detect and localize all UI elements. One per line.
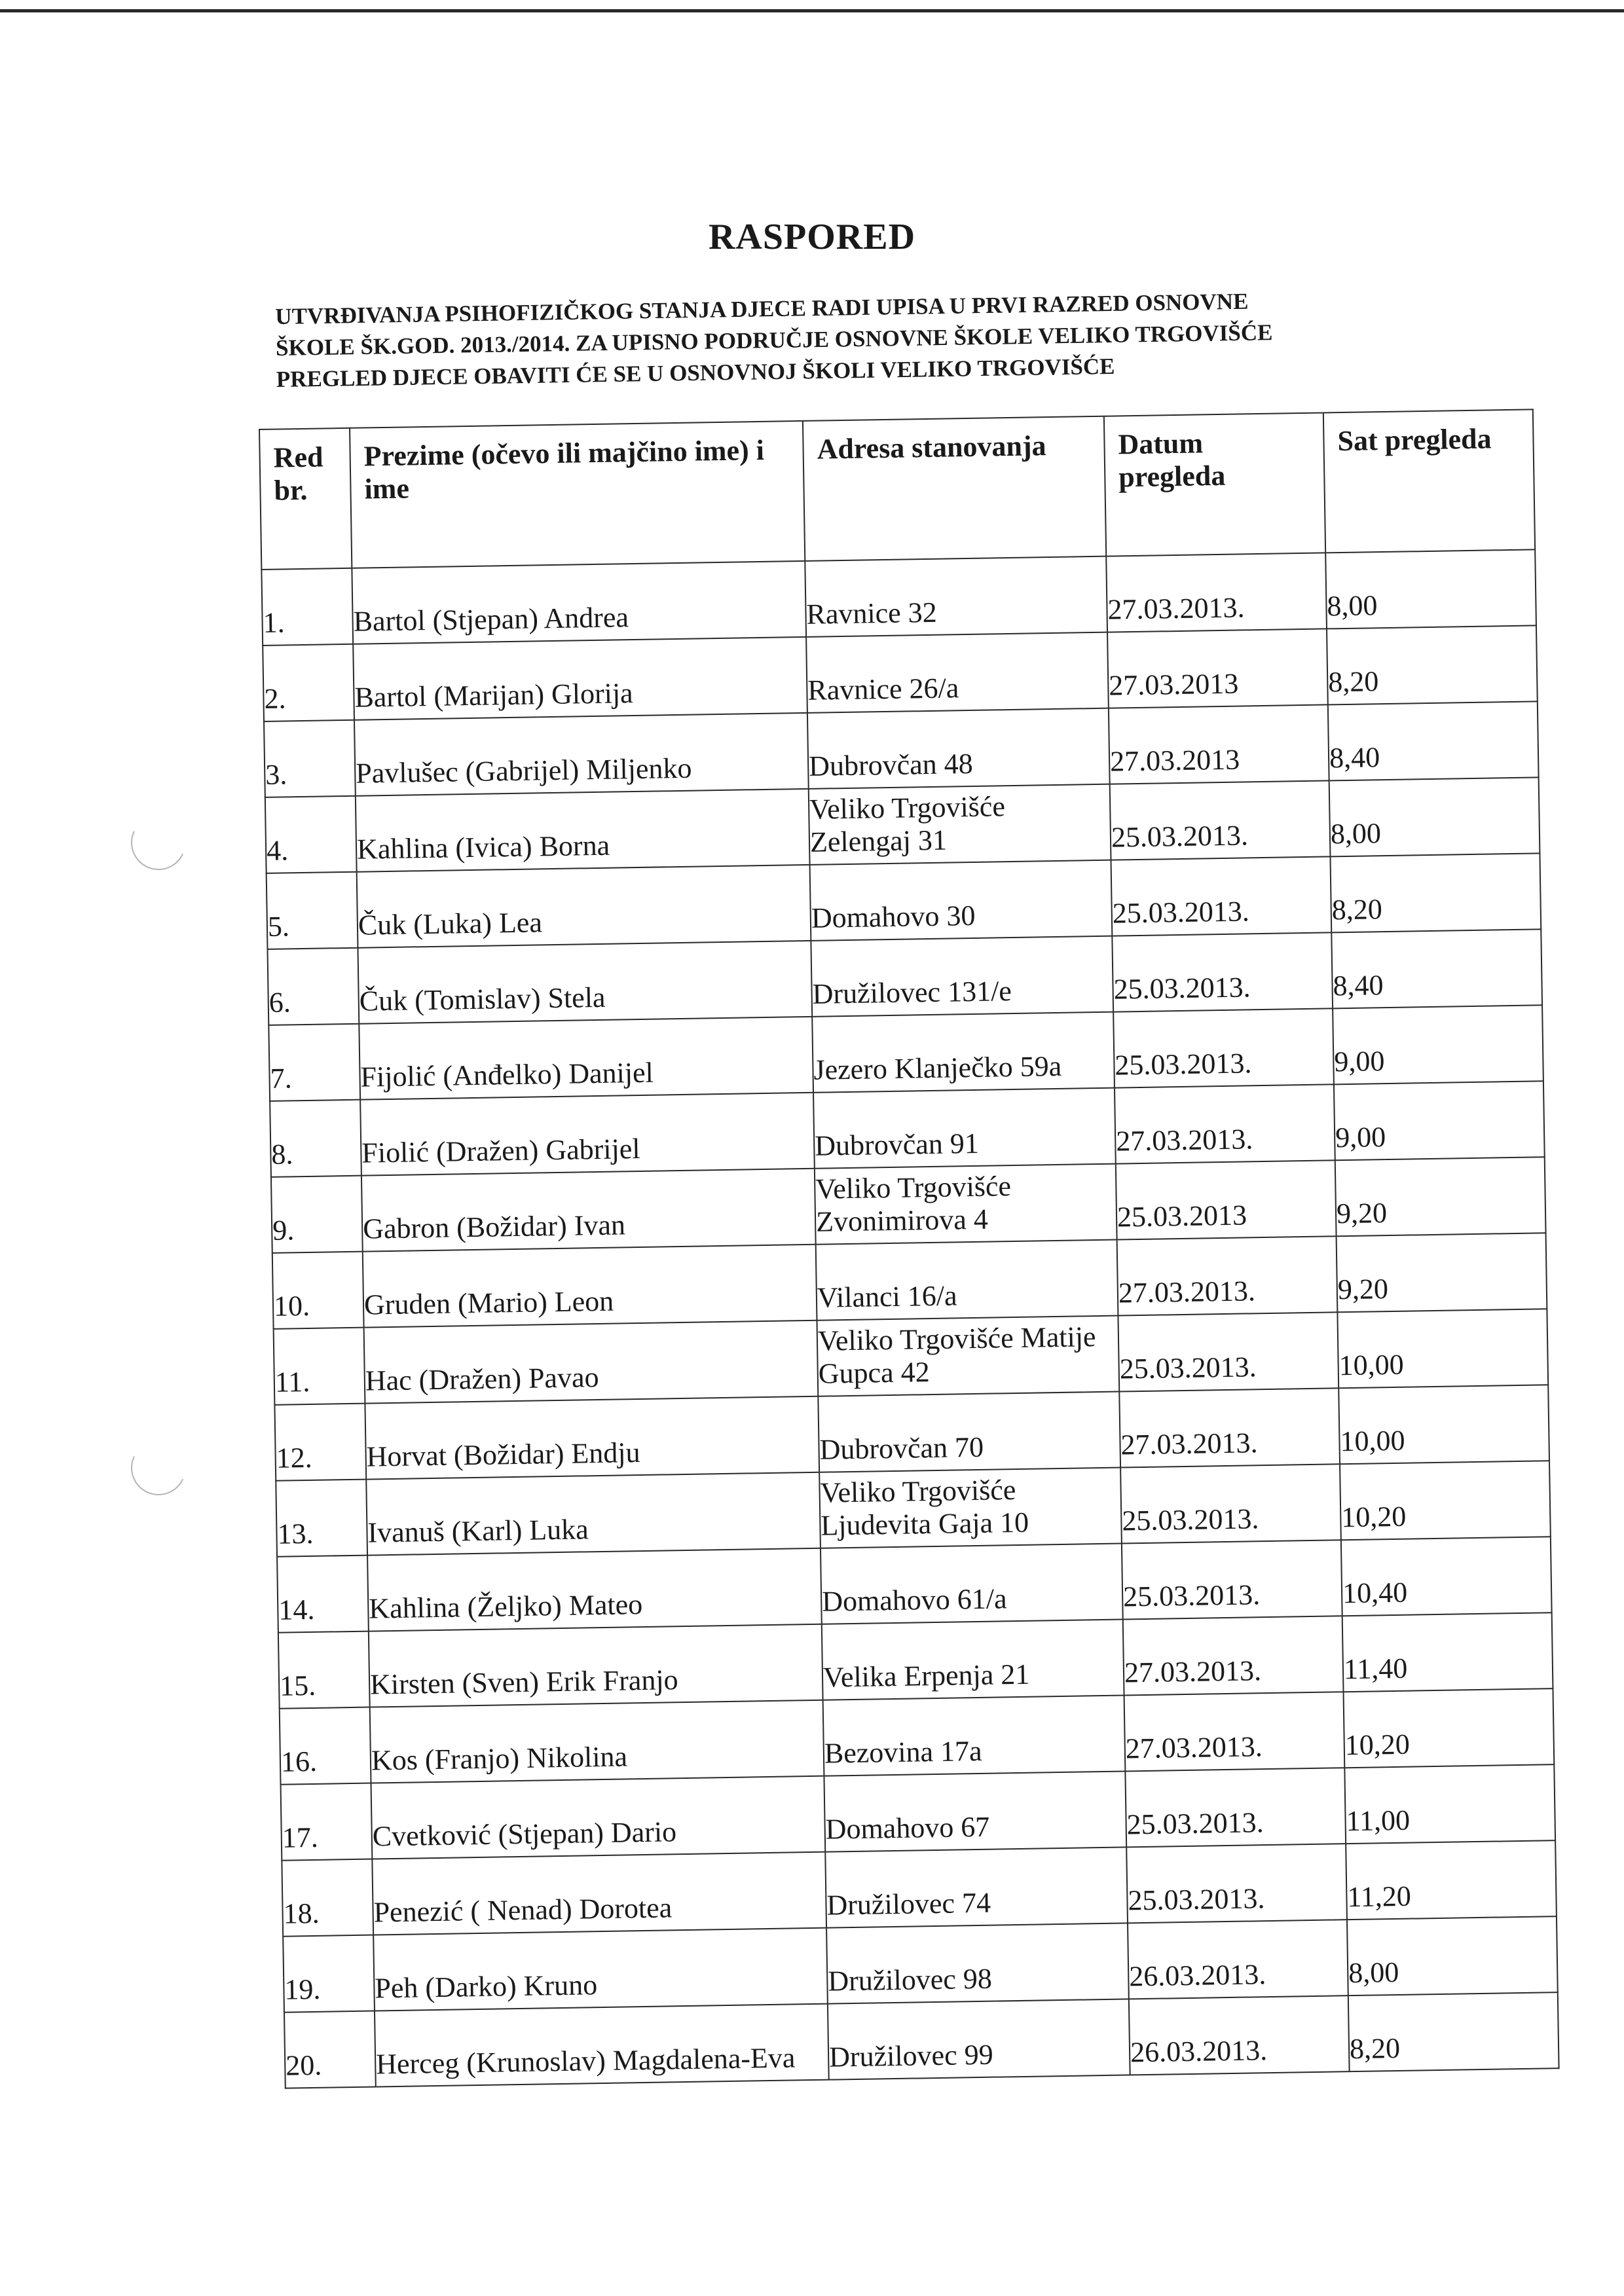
cell-exam-date: 25.03.2013. [1126,1844,1347,1923]
cell-address: Veliko Trgovišće Zvonimirova 4 [815,1164,1117,1245]
cell-address: Družilovec 131/e [811,936,1113,1017]
cell-exam-time: 8,00 [1325,549,1536,629]
cell-exam-time: 9,20 [1337,1233,1547,1312]
cell-exam-time: 9,20 [1335,1157,1546,1236]
cell-exam-time: 8,00 [1347,1916,1558,1995]
cell-name: Gabron (Božidar) Ivan [361,1169,816,1252]
cell-exam-date: 25.03.2013. [1125,1768,1346,1847]
cell-row-number: 14. [277,1556,369,1633]
punch-hole-upper [123,807,194,878]
cell-address: Veliko Trgovišće Zelengaj 31 [809,784,1111,865]
cell-address: Velika Erpenja 21 [822,1619,1124,1700]
cell-name: Kirsten (Sven) Erik Franjo [369,1624,823,1707]
cell-row-number: 6. [267,948,359,1025]
cell-name: Gruden (Mario) Leon [363,1245,817,1328]
cell-address: Bezovina 17a [823,1695,1126,1776]
cell-exam-date: 25.03.2013. [1113,1008,1334,1087]
cell-exam-time: 8,20 [1348,1992,1559,2071]
cell-exam-time: 8,20 [1330,853,1541,932]
cell-exam-date: 25.03.2013. [1118,1312,1338,1391]
cell-row-number: 8. [270,1100,361,1177]
subtitle-line-1: UTVRĐIVANJA PSIHOFIZIČKOG STANJA DJECE RADI UPISA U PRVI RAZRED OSNOVNE [275,288,1249,329]
cell-address: Vilanci 16/a [816,1240,1118,1321]
cell-name: Bartol (Marijan) Glorija [353,637,807,720]
cell-name: Fiolić (Dražen) Gabrijel [360,1093,815,1176]
cell-address: Jezero Klanječko 59a [812,1012,1115,1093]
cell-address: Domahovo 61/a [821,1544,1123,1624]
cell-address: Družilovec 74 [825,1847,1128,1927]
cell-row-number: 3. [264,720,356,797]
cell-exam-date: 25.03.2013. [1110,780,1331,860]
cell-name: Kahlina (Željko) Mateo [367,1548,822,1631]
cell-address: Dubrovčan 70 [818,1392,1120,1472]
cell-address: Veliko Trgovišće Matije Gupca 42 [817,1316,1119,1396]
cell-name: Ivanuš (Karl) Luka [366,1472,821,1556]
cell-name: Hac (Dražen) Pavao [364,1321,819,1404]
cell-address: Domahovo 67 [824,1771,1126,1851]
cell-exam-date: 26.03.2013. [1128,1920,1348,1999]
cell-row-number: 4. [265,796,357,873]
cell-address: Ravnice 26/a [806,632,1109,713]
cell-address: Dubrovčan 48 [807,708,1110,789]
cell-exam-date: 27.03.2013. [1124,1692,1345,1771]
cell-exam-time: 11,00 [1344,1764,1555,1844]
cell-row-number: 11. [274,1328,365,1405]
cell-exam-time: 9,00 [1333,1005,1543,1084]
cell-exam-date: 27.03.2013. [1115,1084,1335,1163]
cell-exam-time: 8,00 [1329,777,1540,856]
cell-exam-date: 26.03.2013. [1129,1995,1350,2075]
cell-exam-date: 27.03.2013. [1123,1616,1344,1695]
cell-exam-date: 27.03.2013 [1109,704,1329,784]
cell-exam-date: 25.03.2013. [1120,1464,1341,1543]
cell-name: Horvat (Božidar) Endju [365,1396,819,1480]
cell-exam-time: 9,00 [1334,1081,1545,1160]
cell-exam-time: 10,40 [1341,1537,1552,1616]
cell-address: Družilovec 98 [826,1923,1129,2003]
cell-address: Dubrovčan 91 [813,1088,1116,1169]
cell-row-number: 13. [276,1480,367,1557]
cell-name: Penezić ( Nenad) Dorotea [372,1852,826,1935]
cell-row-number: 16. [280,1707,371,1785]
cell-name: Herceg (Krunoslav) Magdalena-Eva [375,2004,829,2087]
cell-name: Bartol (Stjepan) Andrea [352,561,806,644]
header-exam-date: Datum pregleda [1104,412,1325,556]
cell-row-number: 15. [278,1631,370,1709]
cell-exam-time: 11,40 [1342,1613,1553,1692]
cell-name: Kos (Franjo) Nikolina [370,1700,824,1783]
cell-name: Čuk (Luka) Lea [357,865,811,948]
schedule-sheet [259,409,1559,2088]
cell-row-number: 12. [274,1404,366,1481]
cell-exam-date: 25.03.2013. [1112,932,1333,1011]
top-edge-line [0,9,1624,12]
cell-exam-time: 8,20 [1327,625,1538,704]
cell-name: Cvetković (Stjepan) Dario [371,1776,826,1859]
cell-row-number: 10. [272,1252,364,1329]
cell-name: Čuk (Tomislav) Stela [358,941,812,1024]
cell-row-number: 18. [282,1859,373,1937]
header-address: Adresa stanovanja [803,416,1106,561]
subtitle-line-3: PREGLED DJECE OBAVITI ĆE SE U OSNOVNOJ ŠKOLI VELIKO TRGOVIŠĆE [276,353,1115,392]
cell-address: Domahovo 30 [810,860,1113,941]
cell-exam-date: 25.03.2013. [1111,856,1332,936]
cell-row-number: 9. [271,1176,363,1253]
cell-exam-date: 27.03.2013. [1117,1236,1338,1315]
header-exam-time: Sat pregleda [1323,409,1535,553]
cell-exam-time: 10,00 [1337,1309,1548,1388]
cell-name: Kahlina (Ivica) Borna [356,789,810,872]
schedule-table [259,409,1560,2088]
cell-row-number: 2. [263,644,354,721]
subtitle-line-2: ŠKOLE ŠK.GOD. 2013./2014. ZA UPISNO PODRUČJE OSNOVNE ŠKOLE VELIKO TRGOVIŠĆE [275,319,1273,361]
cell-name: Pavlušec (Gabrijel) Miljenko [354,713,809,796]
table-header-row [259,409,1535,570]
cell-address: Veliko Trgovišće Ljudevita Gaja 10 [819,1468,1122,1548]
page-title: RASPORED [708,217,916,257]
cell-row-number: 1. [261,568,353,646]
cell-row-number: 17. [281,1783,373,1861]
cell-name: Fijolić (Anđelko) Danijel [359,1017,813,1100]
cell-exam-time: 10,00 [1338,1385,1549,1464]
cell-exam-time: 8,40 [1328,701,1539,780]
cell-row-number: 7. [268,1024,360,1101]
cell-exam-date: 27.03.2013. [1106,553,1327,632]
cell-exam-time: 11,20 [1346,1840,1557,1920]
cell-row-number: 20. [284,2011,376,2088]
cell-exam-date: 27.03.2013. [1119,1388,1340,1467]
page-subtitle [275,282,1488,395]
cell-exam-time: 8,40 [1331,929,1542,1008]
header-name: Prezime (očevo ili majčino ime) i ime [350,421,805,568]
cell-row-number: 19. [283,1935,375,2013]
cell-address: Družilovec 99 [828,1999,1130,2079]
cell-address: Ravnice 32 [805,556,1107,637]
cell-exam-time: 10,20 [1340,1461,1551,1540]
cell-name: Peh (Darko) Kruno [373,1928,828,2011]
cell-row-number: 5. [267,872,358,949]
cell-exam-date: 25.03.2013. [1122,1540,1342,1619]
punch-hole-lower [123,1432,194,1503]
cell-exam-time: 10,20 [1344,1688,1555,1768]
cell-exam-date: 27.03.2013 [1107,629,1328,708]
cell-exam-date: 25.03.2013 [1116,1160,1337,1239]
header-row-number: Red br. [259,428,352,570]
